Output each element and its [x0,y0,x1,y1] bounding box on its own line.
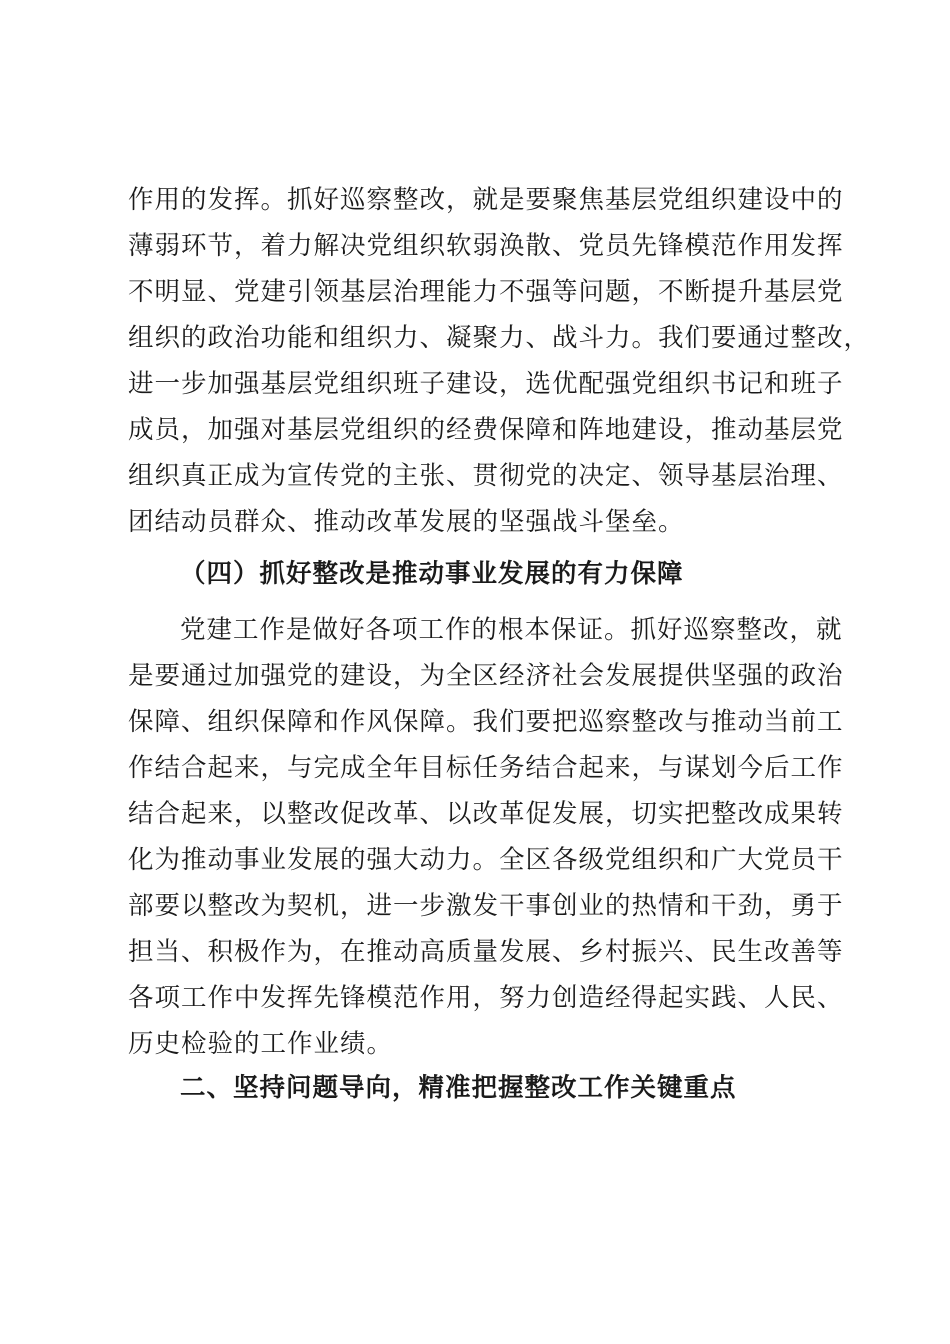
paragraph-2-line-7: 部要以整改为契机，进一步激发干事创业的热情和干劲，勇于 [128,891,844,921]
paragraph-1-line-5: 进一步加强基层党组织班子建设，选优配强党组织书记和班子 [128,369,844,399]
paragraph-1-line-3: 不明显、党建引领基层治理能力不强等问题，不断提升基层党 [128,277,844,307]
section-heading-2: 二、坚持问题导向，精准把握整改工作关键重点 [180,1073,737,1103]
paragraph-1-line-4: 组织的政治功能和组织力、凝聚力、战斗力。我们要通过整改， [128,323,871,353]
paragraph-1-line-8: 团结动员群众、推动改革发展的坚强战斗堡垒。 [128,507,685,537]
paragraph-1-line-7: 组织真正成为宣传党的主张、贯彻党的决定、领导基层治理、 [128,461,844,491]
paragraph-2-line-1: 党建工作是做好各项工作的根本保证。抓好巡察整改，就 [180,615,843,645]
paragraph-2-line-5: 结合起来，以整改促改革、以改革促发展，切实把整改成果转 [128,799,844,829]
section-heading-4: （四）抓好整改是推动事业发展的有力保障 [180,559,684,589]
paragraph-2-line-6: 化为推动事业发展的强大动力。全区各级党组织和广大党员干 [128,845,844,875]
paragraph-2-line-9: 各项工作中发挥先锋模范作用，努力创造经得起实践、人民、 [128,983,844,1013]
paragraph-1-line-6: 成员，加强对基层党组织的经费保障和阵地建设，推动基层党 [128,415,844,445]
paragraph-2-line-4: 作结合起来，与完成全年目标任务结合起来，与谋划今后工作 [128,753,844,783]
paragraph-2-line-10: 历史检验的工作业绩。 [128,1029,394,1059]
paragraph-1-line-1: 作用的发挥。抓好巡察整改，就是要聚焦基层党组织建设中的 [128,185,844,215]
paragraph-2-line-3: 保障、组织保障和作风保障。我们要把巡察整改与推动当前工 [128,707,844,737]
paragraph-2-line-2: 是要通过加强党的建设，为全区经济社会发展提供坚强的政治 [128,661,844,691]
paragraph-1-line-2: 薄弱环节，着力解决党组织软弱涣散、党员先锋模范作用发挥 [128,231,844,261]
paragraph-2-line-8: 担当、积极作为，在推动高质量发展、乡村振兴、民生改善等 [128,937,844,967]
